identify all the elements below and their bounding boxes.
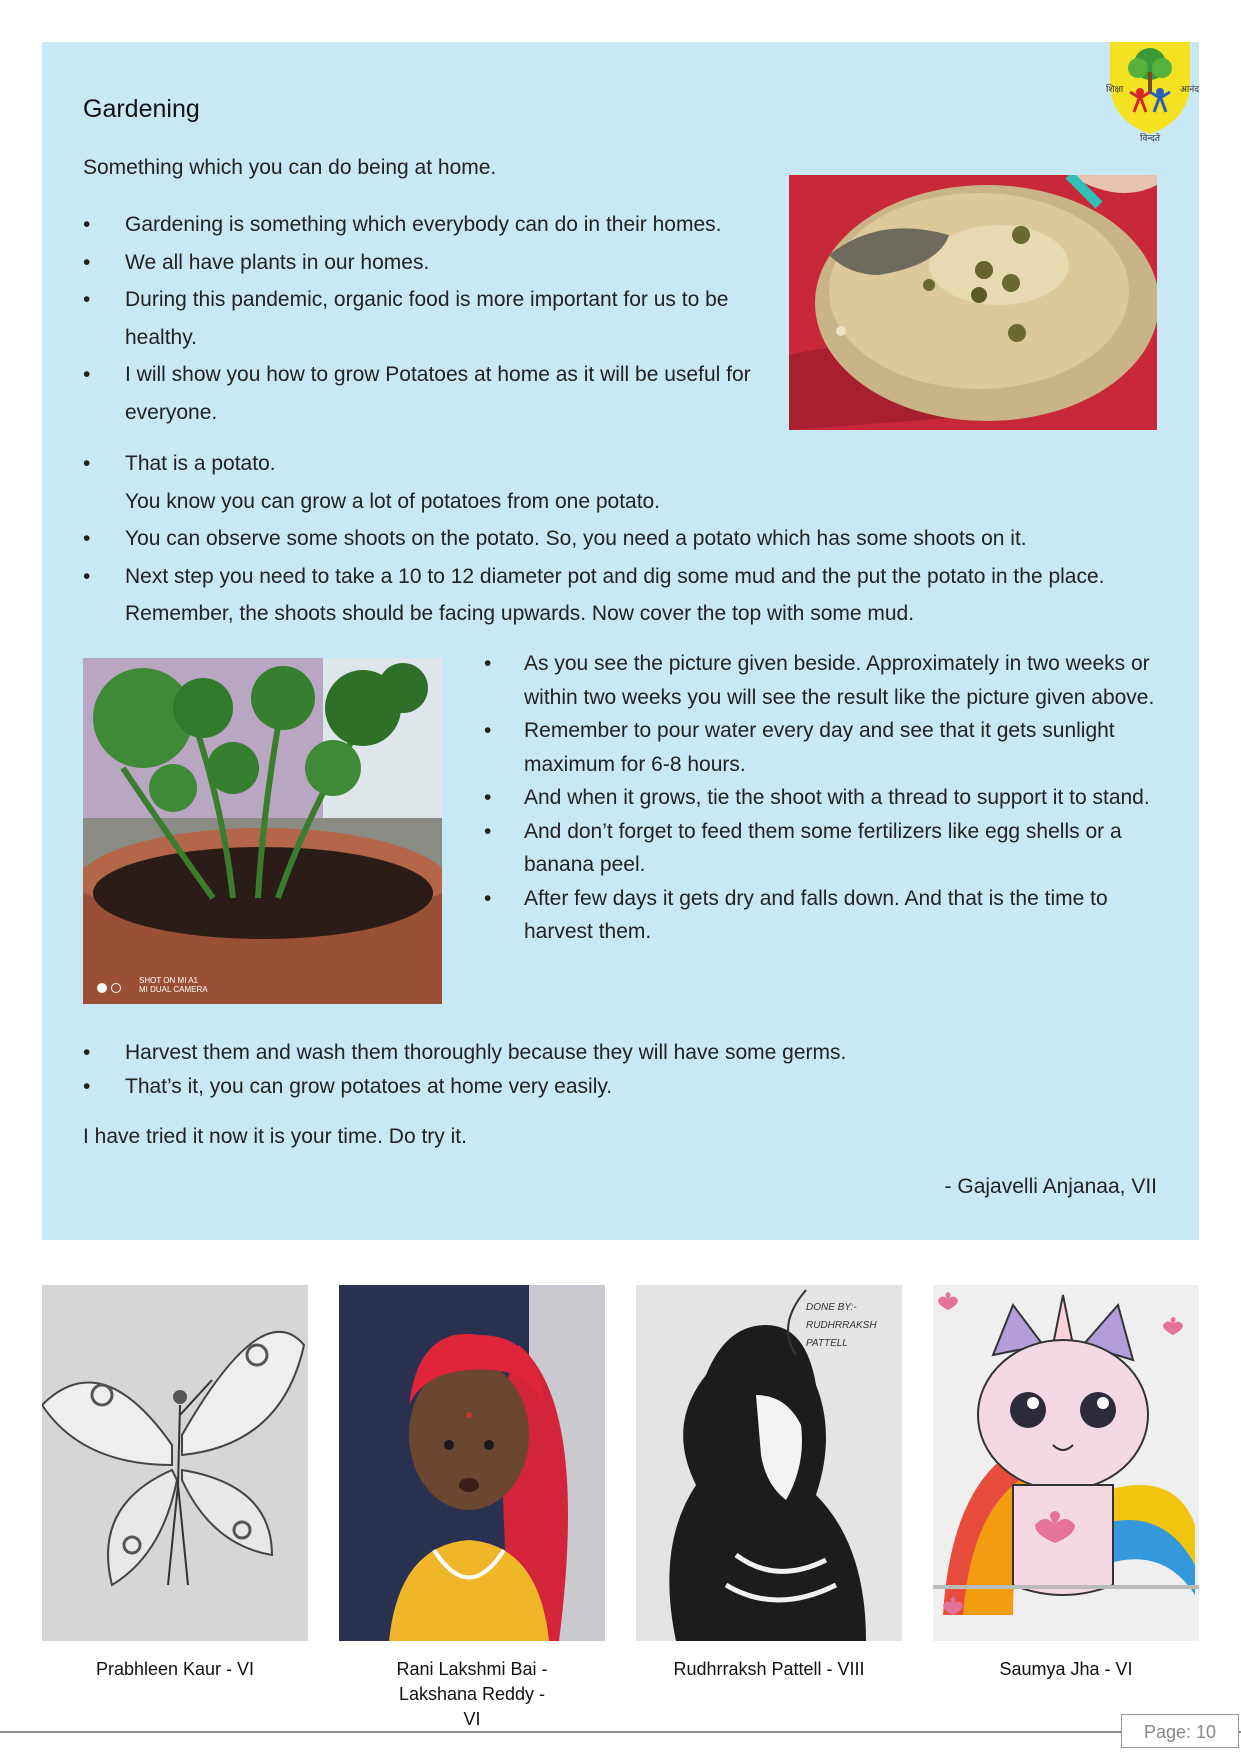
logo-text-bottom: विन्दते [1139,133,1161,142]
artwork-shiva-sketch [636,1285,902,1641]
school-logo [1100,42,1200,142]
list-item: • During this pandemic, organic food is more important for us to be healthy. [83,281,783,356]
sketch-signature-note: DONE BY:- RUDHRRAKSH PATTELL [806,1302,877,1349]
artwork-butterfly-fairy [42,1285,308,1641]
footer-rule [0,1731,1241,1733]
list-item: • Next step you need to take a 10 to 12 diameter pot and dig some mud and the put the potato in the place. Remember, the shoots should be facing upwards. Now cover the top with some mud. [83,558,1163,633]
artwork-unicorn-drawing [933,1285,1199,1641]
plant-photo [83,658,442,1004]
page-number: Page: 10 [1121,1714,1239,1748]
article-intro: Something which you can do being at home. [83,156,497,179]
list-item: • Gardening is something which everybody can do in their homes. [83,206,783,244]
artwork-caption: Saumya Jha - VI [999,1659,1133,1679]
list-item: • We all have plants in our homes. [83,244,783,282]
logo-text-left: शिक्षा [1106,84,1124,94]
bullet-list-d [83,1036,1163,1104]
list-item: • After few days it gets dry and falls down. And that is the time to harvest them. [484,882,1164,949]
potato-photo [789,175,1157,430]
artwork-caption: Rani Lakshmi Bai - Lakshana Reddy - VI [396,1659,548,1729]
list-item-continued: You know you can grow a lot of potatoes from one potato. [125,489,661,513]
list-item: • That is a potato. [83,445,1163,483]
bullet-list-c [484,647,1164,949]
list-item: • And when it grows, tie the shoot with a thread to support it to stand. [484,781,1164,815]
list-item: • Remember to pour water every day and see that it gets sunlight maximum for 6-8 hours. [484,714,1164,781]
artwork-caption: Rudhrraksh Pattell - VIII [673,1659,865,1679]
artwork-rani-lakshmi-bai-photo [339,1285,605,1641]
list-item: • You can observe some shoots on the potato. So, you need a potato which has some shoots on it. [83,520,1163,558]
logo-text-right: आनंद [1180,84,1199,94]
bullet-list-b [83,445,1163,633]
list-item: • Harvest them and wash them thoroughly because they will have some germs. [83,1036,1163,1070]
list-item: • And don’t forget to feed them some fertilizers like egg shells or a banana peel. [484,815,1164,882]
article-author: - Gajavelli Anjanaa, VII [944,1175,1157,1198]
article-title: Gardening [83,95,200,123]
closing-line: I have tried it now it is your time. Do try it. [83,1125,467,1148]
camera-watermark: SHOT ON MI A1 MI DUAL CAMERA [139,976,208,994]
list-item: • As you see the picture given beside. Approximately in two weeks or within two weeks you will see the result like the picture given above. [484,647,1164,714]
camera-watermark-icon [97,980,121,998]
bullet-list-a [83,206,783,431]
artwork-caption: Prabhleen Kaur - VI [95,1659,255,1679]
list-item: • That’s it, you can grow potatoes at home very easily. [83,1070,1163,1104]
list-item: • I will show you how to grow Potatoes at home as it will be useful for everyone. [83,356,783,431]
